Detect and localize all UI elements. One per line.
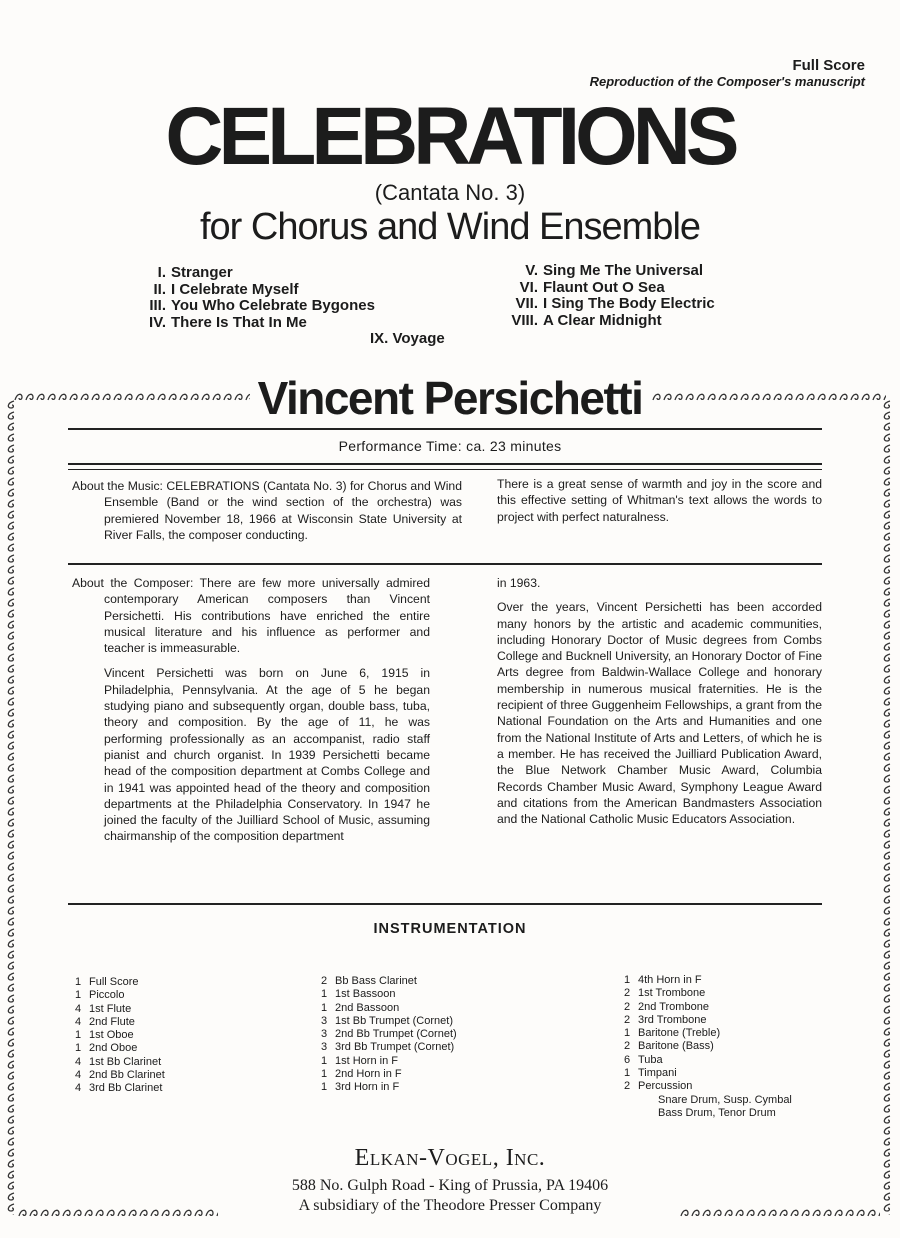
page-title: CELEBRATIONS <box>165 91 735 182</box>
publisher-subsidiary: A subsidiary of the Theodore Presser Company <box>298 1197 602 1214</box>
instrument-row: 2 2nd Trombone <box>624 1000 709 1013</box>
manuscript-note: Reproduction of the Composer's manuscript <box>589 74 865 89</box>
instrumentation-heading: INSTRUMENTATION <box>373 921 527 937</box>
scroll-border-right <box>882 400 894 1215</box>
instrument-row: 1 4th Horn in F <box>624 974 702 986</box>
movement-title: Sing Me The Universal <box>543 262 704 279</box>
instrument-row: 1 1st Bassoon <box>321 988 396 1001</box>
about-composer-paragraph: in 1963. <box>497 576 541 590</box>
instrument-row: 4 1st Flute <box>75 1002 132 1015</box>
movement-title: I Sing The Body Electric <box>543 295 715 312</box>
instrument-row: 2 Baritone (Bass) <box>624 1040 714 1053</box>
about-composer-paragraph: About the Composer: There are few more universally admired contemporary American composers than Vincent Persichetti. His contributions have enriched the entire musical literature and his influence as performer and teacher is immeasurable. <box>72 576 430 656</box>
movement-title: Stranger <box>171 264 233 281</box>
about-music-right: There is a great sense of warmth and joy in the score and this effective setting of Whitman's text allows the words to project with perfect naturalness. <box>497 477 822 524</box>
instrument-row: 1 Full Score <box>75 976 139 988</box>
instrument-row: 1 2nd Horn in F <box>321 1068 402 1081</box>
instrument-row: 1 Timpani <box>624 1067 677 1080</box>
movement-title: A Clear Midnight <box>543 311 662 329</box>
divider-rule <box>68 563 822 565</box>
movement-list-right <box>500 263 715 329</box>
instrument-row: 4 2nd Flute <box>75 1015 135 1028</box>
instrument-row: 1 2nd Oboe <box>75 1042 138 1055</box>
movement-title: Flaunt Out O Sea <box>543 278 665 296</box>
instrument-row: 1 1st Oboe <box>75 1029 134 1042</box>
movement-number: V. <box>525 262 538 279</box>
instrument-row: 1 2nd Bassoon <box>321 1001 400 1014</box>
movement-item <box>130 265 375 282</box>
divider-rule <box>68 469 822 470</box>
instrument-row: 3 3rd Bb Trumpet (Cornet) <box>321 1041 455 1054</box>
percussion-detail: Bass Drum, Tenor Drum <box>658 1106 776 1119</box>
instrument-row: 2 1st Trombone <box>624 987 706 1000</box>
instrument-row: 4 2nd Bb Clarinet <box>75 1069 165 1082</box>
movement-number: VI. <box>519 278 538 296</box>
instrument-row: 3 1st Bb Trumpet (Cornet) <box>321 1014 453 1027</box>
movement-item <box>500 263 715 280</box>
divider-rule <box>68 463 822 465</box>
composer-name-text: Vincent Persichetti <box>250 372 651 424</box>
divider-rule <box>68 428 822 430</box>
about-composer-paragraph: Over the years, Vincent Persichetti has been accorded many honors by the artistic and academic communities, including Honorary Doctor of Music degrees from Combs College and Bucknell University, an Honorary Doctor of Fine Arts degree from Baldwin-Wallace College and honorary membership in numerous musical fraternities. He is the recipient of three Guggenheim Fellowships, a grant from the National Foundation on the Arts and Humanities and one from the National Institute of Arts and Letters, of which he is a member. He has received the Juilliard Publication Award, the Blue Network Chamber Music Award, Columbia Records Chamber Music Award, Symphony League Award and citations from the American Bandmasters Association and the National Catholic Music Educators Association. <box>497 600 822 827</box>
instrument-row: 1 Piccolo <box>75 989 125 1002</box>
movement-item <box>130 298 375 315</box>
scroll-border-left <box>6 400 18 1215</box>
movement-item <box>500 280 715 297</box>
percussion-detail: Snare Drum, Susp. Cymbal <box>658 1093 792 1106</box>
instrument-row: 2 3rd Trombone <box>624 1013 707 1026</box>
movement-title: I Celebrate Myself <box>171 280 299 298</box>
performance-time: Performance Time: ca. 23 minutes <box>338 438 562 454</box>
movement-item <box>500 313 715 330</box>
composer-name <box>0 370 900 426</box>
instrument-row: 2 Percussion <box>624 1080 693 1093</box>
movement-list-left <box>130 265 375 331</box>
movement-item-ix: IX. Voyage <box>370 330 445 347</box>
movement-title: You Who Celebrate Bygones <box>171 297 375 314</box>
about-composer-right <box>497 575 822 827</box>
instrument-row: 1 1st Horn in F <box>321 1054 398 1067</box>
movement-number: VII. <box>515 295 538 312</box>
instrument-row: 4 1st Bb Clarinet <box>75 1055 162 1068</box>
about-composer-left <box>72 575 430 845</box>
movement-title: There Is That In Me <box>171 313 307 331</box>
movement-number: III. <box>149 297 166 314</box>
instrument-list-col2 <box>321 975 457 1095</box>
movement-number: IV. <box>149 313 166 331</box>
movement-number: II. <box>153 280 166 298</box>
score-type-label: Full Score <box>792 57 865 74</box>
publisher-name: Elkan-Vogel, Inc. <box>354 1145 546 1171</box>
instrument-row: 1 Baritone (Treble) <box>624 1027 721 1040</box>
instrument-row: 2 Bb Bass Clarinet <box>321 975 417 987</box>
movement-item <box>500 296 715 313</box>
movement-number: VIII. <box>511 311 538 329</box>
about-composer-paragraph: Vincent Persichetti was born on June 6, 1915 in Philadelphia, Pennsylvania. At the age of 5 he began studying piano and subsequently organ, double bass, tuba, theory and composition. By the age of 11, he was performing professionally as an accompanist, radio staff pianist and church organist. In 1939 Persichetti became head of the composition department at Combs College and in 1941 was appointed head of the theory and composition departments at the Philadelphia Conservatory. In 1947 he joined the faculty of the Juilliard School of Music, assuming chairmanship of the composition department <box>104 666 430 844</box>
instrument-row: 6 Tuba <box>624 1053 663 1066</box>
movement-item <box>130 315 375 332</box>
publisher-address: 588 No. Gulph Road - King of Prussia, PA 19406 <box>291 1177 609 1194</box>
instrument-row: 4 3rd Bb Clarinet <box>75 1082 163 1095</box>
instrument-row: 3 2nd Bb Trumpet (Cornet) <box>321 1028 457 1041</box>
movement-number: I. <box>157 264 166 281</box>
movement-item <box>130 282 375 299</box>
instrument-list-col3 <box>624 974 792 1120</box>
ensemble-subtitle: for Chorus and Wind Ensemble <box>199 206 701 248</box>
about-music-left: About the Music: CELEBRATIONS (Cantata No. 3) for Chorus and Wind Ensemble (Band or the wind section of the orchestra) was premiered November 18, 1966 at Wisconsin State University at River Falls, the composer conducting. <box>72 479 462 542</box>
instrument-row: 1 3rd Horn in F <box>321 1081 400 1094</box>
cantata-subtitle: (Cantata No. 3) <box>374 180 526 205</box>
divider-rule <box>68 903 822 905</box>
instrument-list-col1 <box>75 976 165 1096</box>
